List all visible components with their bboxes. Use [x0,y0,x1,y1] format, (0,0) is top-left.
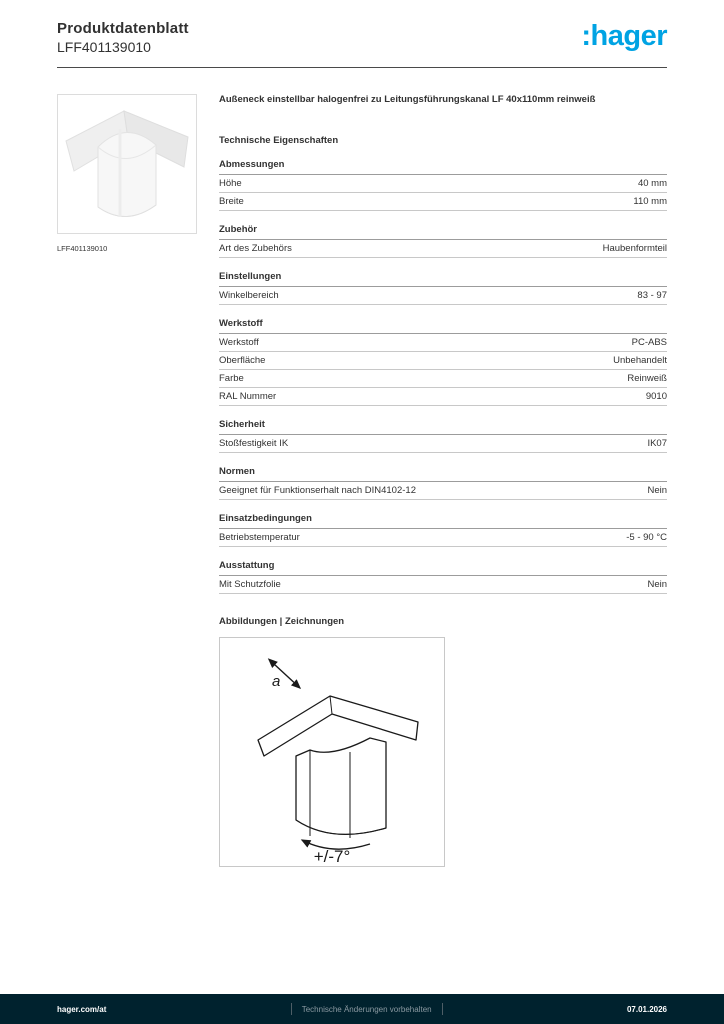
product-reference: LFF401139010 [57,39,151,55]
property-label: Höhe [219,177,242,189]
footer-center [106,1003,627,1015]
tech-properties-heading: Technische Eigenschaften [219,134,339,146]
sections-container [219,159,667,594]
product-image-caption: LFF401139010 [57,244,108,253]
section [219,419,667,453]
footer-divider [291,1003,292,1015]
property-label: Mit Schutzfolie [219,578,281,590]
property-row [219,240,667,258]
technical-drawing [219,637,445,867]
product-image [57,94,197,234]
property-row [219,435,667,453]
property-row [219,193,667,211]
property-value: 9010 [645,390,667,402]
property-label: Breite [219,195,244,207]
property-row [219,482,667,500]
product-description: Außeneck einstellbar halogenfrei zu Leitungsführungskanal LF 40x110mm reinweiß [219,94,596,105]
property-row [219,529,667,547]
property-value: Reinweiß [627,372,667,384]
property-label: Stoßfestigkeit IK [219,437,289,449]
property-value: 110 mm [633,195,667,207]
section [219,224,667,258]
section [219,318,667,406]
property-label: Oberfläche [219,354,266,366]
property-row [219,370,667,388]
section-title: Normen [219,466,667,482]
footer-notice: Technische Änderungen vorbehalten [301,1004,432,1014]
property-value: Haubenformteil [602,242,667,254]
footer-site-link[interactable]: hager.com/at [57,1004,107,1014]
property-value: Unbehandelt [613,354,667,366]
dimension-a-label: a [272,672,281,690]
property-label: Werkstoff [219,336,259,348]
drawings-heading: Abbildungen | Zeichnungen [219,615,345,627]
section-title: Einsatzbedingungen [219,513,667,529]
property-label: Farbe [219,372,244,384]
section-title: Ausstattung [219,560,667,576]
corner-piece-drawing [220,638,444,866]
hager-logo: :hager [581,20,667,52]
header-titles [57,20,189,55]
section [219,271,667,305]
section [219,466,667,500]
property-value: IK07 [647,437,667,449]
corner-piece-photo [58,95,196,233]
property-value: -5 - 90 °C [626,531,667,543]
details-column [219,94,667,867]
section [219,560,667,594]
property-label: RAL Nummer [219,390,277,402]
content [57,94,667,867]
property-value: 83 - 97 [637,289,667,301]
page-title: Produktdatenblatt [57,20,189,37]
section-title: Zubehör [219,224,667,240]
property-label: Geeignet für Funktionserhalt nach DIN4102-12 [219,484,416,496]
property-row [219,287,667,305]
header [57,20,667,55]
property-row [219,352,667,370]
property-row [219,334,667,352]
footer [0,994,724,1024]
section [219,159,667,211]
property-value: Nein [647,484,667,496]
header-divider [57,67,667,68]
property-row [219,388,667,406]
property-label: Art des Zubehörs [219,242,292,254]
section-title: Werkstoff [219,318,667,334]
section-title: Abmessungen [219,159,667,175]
footer-divider [442,1003,443,1015]
section-title: Einstellungen [219,271,667,287]
property-value: 40 mm [637,177,667,189]
footer-date: 07.01.2026 [626,1004,667,1014]
section [219,513,667,547]
angle-label: +/-7° [313,846,351,866]
property-label: Winkelbereich [219,289,279,301]
property-value: PC-ABS [631,336,667,348]
property-row [219,576,667,594]
section-title: Sicherheit [219,419,667,435]
property-value: Nein [647,578,667,590]
property-label: Betriebstemperatur [219,531,300,543]
product-image-column [57,94,197,867]
property-row [219,175,667,193]
